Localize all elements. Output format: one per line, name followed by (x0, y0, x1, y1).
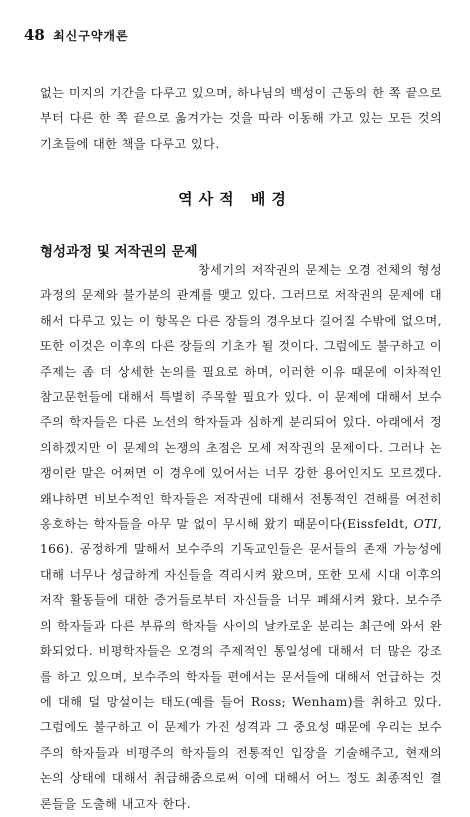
subsection-title: 형성과정 및 저작권의 문제 (40, 244, 198, 260)
book-title: 최신구약개론 (53, 29, 129, 43)
body-paragraph (40, 258, 442, 817)
body-text-before-citation: 창세기의 저작권의 문제는 오경 전체의 형성과정의 문제와 불가분의 관계를 맺고 있다. 그러므로 저작권의 문제에 대해서 다루고 있는 이 항목은 다른 장들의 경우보다 길어질 수밖에 없으며, 또한 이것은 이후의 다른 장들의 기초가 될 것이다. 그럼에도 불구하고 이 주제는 좀 더 상세한 논의를 필요로 하며, 이러한 이유 때문에 이차적인 참고문헌들에 대해서 특별히 주목할 필요가 있다. 이 문제에 대해서 보수주의 학자들은 다른 노선의 학자들과 심하게 분리되어 있다. 아래에서 정의하겠지만 이 문제의 논쟁의 초점은 모세 저작권의 문제이다. 그러나 논쟁이란 말은 어쩌면 이 경우에 있어서는 너무 강한 용어인지도 모르겠다. 왜냐하면 비보수적인 학자들은 저작권에 대해서 전통적인 견해를 여전히 옹호하는 학자들을 아무 말 없이 무시해 왔기 때문이다(Eissfeldt, (40, 263, 442, 532)
citation-title: OTI (413, 517, 438, 532)
page-number: 48 (24, 26, 45, 44)
body-text-after-citation: , 166). 공정하게 말해서 보수주의 기독교인들은 문서들의 존재 가능성에 대해 너무나 성급하게 자신들을 격리시켜 왔으며, 또한 모세 시대 이후의 저작 활동들에 대한 증거들로부터 자신들을 너무 폐쇄시켜 왔다. 보수주의 학자들과 다른 부류의 학자들 사이의 날카로운 분리는 최근에 와서 완화되었다. 비평학자들은 오경의 주제적인 통일성에 대해서 더 많은 강조를 하고 있으며, 보수주의 학자들 편에서는 문서들에 대해서 언급하는 것에 대해 덜 망설이는 태도(예를 들어 Ross; Wenham)를 취하고 있다. 그럼에도 불구하고 이 문제가 가진 성격과 그 중요성 때문에 우리는 보수주의 학자들과 비평주의 학자들의 전통적인 입장을 기술해주고, 현재의 논의 상태에 대해서 취급해줌으로써 이에 대해서 어느 정도 최종적인 결론들을 도출해 내고자 한다. (40, 517, 442, 811)
section-title: 역사적 배경 (178, 190, 292, 208)
running-header (24, 26, 129, 44)
intro-paragraph: 없는 미지의 기간을 다루고 있으며, 하나님의 백성이 근동의 한 쪽 끝으로부터 다른 한 쪽 끝으로 옮겨가는 것을 따라 이동해 가고 있는 모든 것의 기초들에 대한 책을 다루고 있다. (40, 86, 442, 151)
